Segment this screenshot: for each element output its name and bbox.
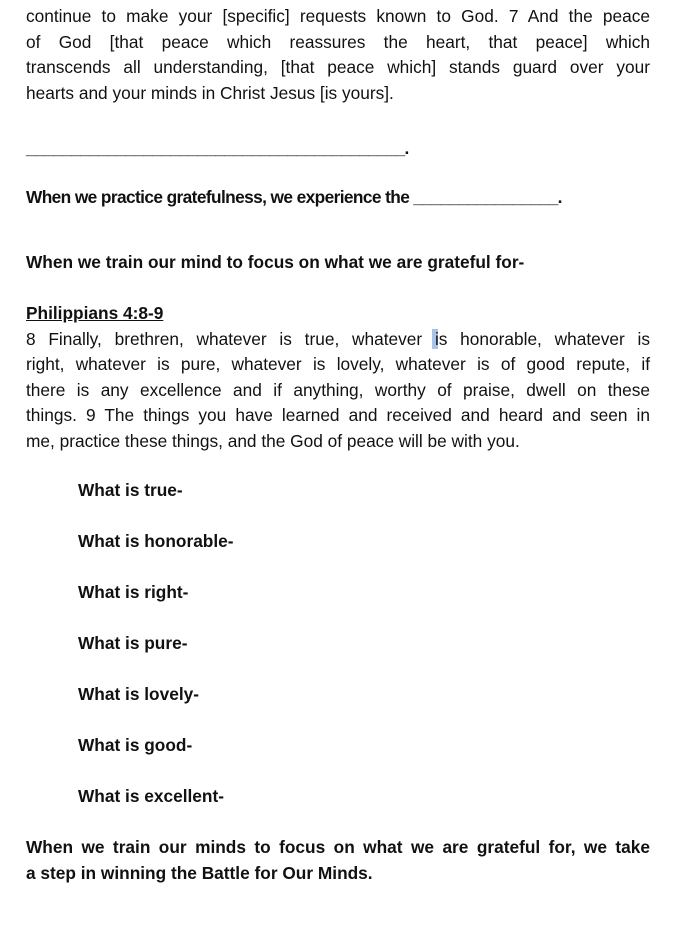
passage-line: hearts and your minds in Christ Jesus [is yours]. — [26, 82, 394, 103]
train-mind-statement: When we train our mind to focus on what we are grateful for- — [26, 252, 525, 272]
intro-passage — [26, 4, 650, 106]
scripture-line-part: 8 Finally, brethren, whatever is true, whatever — [26, 328, 423, 349]
conclusion-line: When we train our minds to focus on what we are grateful for, we take — [26, 837, 650, 857]
scripture-line: right, whatever is pure, whatever is lovely, whatever is of good repute, if — [26, 354, 650, 375]
question-excellent: What is excellent- — [78, 786, 224, 806]
conclusion-line: a step in winning the Battle for Our Minds. — [26, 862, 373, 883]
scripture-block — [26, 301, 650, 455]
scripture-line: things. 9 The things you have learned and received and heard and seen in — [26, 405, 650, 426]
question-good: What is good- — [78, 735, 193, 755]
gratefulness-statement: When we practice gratefulness, we experience the ________________. — [26, 187, 562, 207]
passage-line: continue to make your [specific] requests known to God. 7 And the peace — [26, 6, 650, 26]
question-right: What is right- — [78, 582, 189, 602]
question-lovely: What is lovely- — [78, 684, 199, 704]
passage-line: transcends all understanding, [that peace which] stands guard over your — [26, 57, 650, 78]
scripture-line: me, practice these things, and the God of peace will be with you. — [26, 430, 520, 451]
blank-answer-line: __________________________________________. — [26, 138, 409, 158]
scripture-line-part: is honorable, whatever is — [434, 328, 650, 349]
scripture-reference: Philippians 4:8-9 — [26, 303, 164, 323]
scripture-line — [26, 327, 650, 353]
question-honorable: What is honorable- — [78, 531, 234, 551]
question-pure: What is pure- — [78, 633, 188, 653]
scripture-line: there is any excellence and if anything, worthy of praise, dwell on these — [26, 379, 650, 400]
passage-line: of God [that peace which reassures the heart, that peace] which — [26, 31, 650, 52]
conclusion — [26, 835, 650, 886]
question-true: What is true- — [78, 480, 183, 500]
